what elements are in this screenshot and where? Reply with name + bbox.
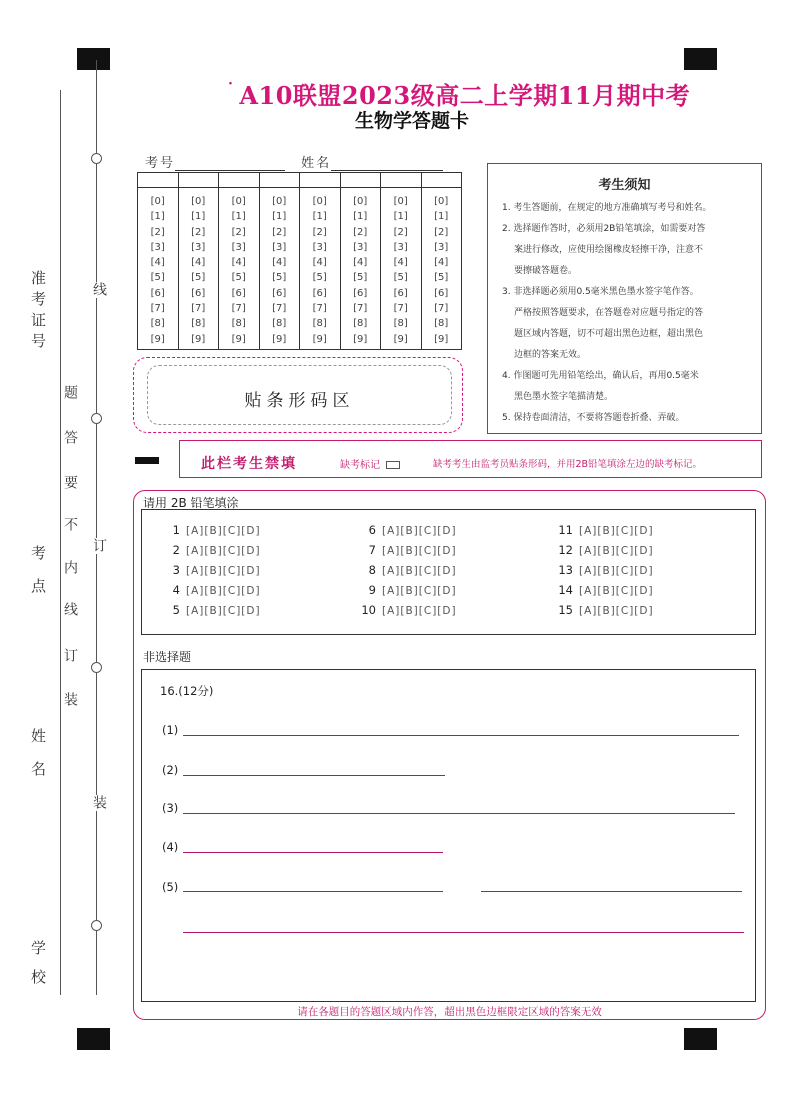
question-number: 11 <box>558 523 573 537</box>
digit-bubble[interactable]: [5] <box>191 272 206 284</box>
digit-bubble[interactable]: [1] <box>150 211 165 223</box>
choice-question <box>160 563 261 577</box>
binding-hole <box>91 920 102 931</box>
essay-part-2: (2) <box>162 763 179 777</box>
question-number: 5 <box>172 603 180 617</box>
notice-item: 要擦破答题卷。 <box>514 266 578 276</box>
field-exam-site: 考点 <box>29 545 47 611</box>
exam-number-label: 考号 <box>145 156 176 171</box>
digit-write-cell[interactable] <box>422 173 462 188</box>
warning-char: 内 <box>62 560 78 576</box>
digit-column <box>218 173 259 349</box>
digit-bubble[interactable]: [0] <box>150 196 165 207</box>
digit-bubble[interactable]: [6] <box>393 287 408 299</box>
digit-bubble[interactable]: [0] <box>353 196 368 207</box>
digit-bubble[interactable]: [2] <box>191 226 206 238</box>
binding-hole <box>91 662 102 673</box>
notice-item: 3. 非选择题必须用0.5毫米黑色墨水签字笔作答。 <box>502 287 699 297</box>
essay-question-number: 16.(12分) <box>160 684 214 698</box>
name-label: 姓名 <box>301 156 332 171</box>
digit-bubble[interactable]: [3] <box>353 241 368 253</box>
digit-bubble[interactable]: [8] <box>353 318 368 330</box>
digit-bubble[interactable]: [1] <box>191 211 206 223</box>
digit-bubble[interactable]: [4] <box>191 257 206 269</box>
digit-bubble[interactable]: [6] <box>191 287 206 299</box>
digit-bubble[interactable]: [3] <box>150 241 165 253</box>
question-number: 3 <box>172 563 180 577</box>
page-subtitle: 生物学答题卡 <box>355 110 470 132</box>
digit-bubble[interactable]: [1] <box>272 211 287 223</box>
warning-char: 线 <box>62 602 78 618</box>
essay-part-4: (4) <box>162 840 179 854</box>
digit-bubble[interactable]: [8] <box>434 318 449 330</box>
digit-bubble[interactable]: [1] <box>393 211 408 223</box>
choice-question <box>160 583 261 597</box>
digit-bubble[interactable]: [7] <box>393 303 408 315</box>
digit-write-cell[interactable] <box>138 173 178 188</box>
option-bubbles[interactable]: [A][B][C][D] <box>382 585 457 597</box>
essay-part-5: (5) <box>162 880 179 894</box>
digit-bubble[interactable]: [5] <box>393 272 408 284</box>
digit-bubble[interactable]: [6] <box>272 287 287 299</box>
answer-line[interactable] <box>183 891 443 892</box>
question-number: 7 <box>368 543 376 557</box>
digit-bubble[interactable]: [0] <box>434 196 449 207</box>
choice-question <box>356 603 457 617</box>
digit-column <box>259 173 300 349</box>
essay-section-label: 非选择题 <box>143 650 192 664</box>
notice-list <box>502 198 751 429</box>
digit-bubble[interactable]: [6] <box>312 287 327 299</box>
option-bubbles[interactable]: [A][B][C][D] <box>186 585 261 597</box>
absent-label: 缺考标记 <box>340 460 380 471</box>
digit-bubble[interactable]: [4] <box>272 257 287 269</box>
warning-char: 题 <box>62 385 78 401</box>
digit-bubble[interactable]: [7] <box>434 303 449 315</box>
exam-number-bubble-grid <box>137 172 462 350</box>
digit-bubble[interactable]: [4] <box>353 257 368 269</box>
choice-question <box>356 563 457 577</box>
digit-bubble[interactable]: [2] <box>312 226 327 238</box>
answer-line[interactable] <box>183 932 744 933</box>
digit-column <box>138 173 178 349</box>
digit-bubble[interactable]: [9] <box>393 333 408 345</box>
digit-bubble[interactable]: [2] <box>231 226 246 238</box>
digit-bubble[interactable]: [5] <box>353 272 368 284</box>
notice-item: 1. 考生答题前，在规定的地方准确填写考号和姓名。 <box>502 203 712 213</box>
choice-question <box>553 543 654 557</box>
choice-question <box>553 563 654 577</box>
registration-mark-bottom-left <box>77 1028 110 1050</box>
candidate-notice <box>487 163 762 434</box>
choice-question <box>160 543 261 557</box>
digit-write-cell[interactable] <box>179 173 219 188</box>
question-number: 12 <box>558 543 573 557</box>
digit-bubble[interactable]: [5] <box>272 272 287 284</box>
digit-bubble[interactable]: [7] <box>191 303 206 315</box>
notice-item: 黑色墨水签字笔描清楚。 <box>514 392 614 402</box>
option-bubbles[interactable]: [A][B][C][D] <box>382 545 457 557</box>
question-number: 10 <box>361 603 376 617</box>
warning-char: 装 <box>62 692 78 708</box>
registration-mark-top-left <box>77 48 110 70</box>
digit-bubble[interactable]: [8] <box>150 318 165 330</box>
option-bubbles[interactable]: [A][B][C][D] <box>579 565 654 577</box>
digit-bubble[interactable]: [4] <box>150 257 165 269</box>
question-number: 4 <box>172 583 180 597</box>
registration-mark-top-right <box>684 48 717 70</box>
binding-line <box>96 60 97 995</box>
digit-write-cell[interactable] <box>300 173 340 188</box>
question-number: 6 <box>368 523 376 537</box>
digit-column <box>178 173 219 349</box>
digit-bubble[interactable]: [1] <box>312 211 327 223</box>
digit-bubble[interactable]: [0] <box>231 196 246 207</box>
option-bubbles[interactable]: [A][B][C][D] <box>186 525 261 537</box>
digit-write-cell[interactable] <box>381 173 421 188</box>
binding-char-line: 线 <box>91 282 107 298</box>
name-field[interactable] <box>331 156 443 171</box>
digit-bubble[interactable]: [7] <box>150 303 165 315</box>
absent-mark-bar <box>135 457 159 464</box>
digit-bubble[interactable]: [6] <box>231 287 246 299</box>
digit-bubble[interactable]: [7] <box>272 303 287 315</box>
option-bubbles[interactable]: [A][B][C][D] <box>579 605 654 617</box>
option-bubbles[interactable]: [A][B][C][D] <box>579 585 654 597</box>
digit-bubble[interactable]: [8] <box>191 318 206 330</box>
page-title: · A10联盟2023级高二上学期11月期中考 <box>228 76 691 110</box>
field-name: 姓名 <box>29 728 47 794</box>
digit-bubble[interactable]: [4] <box>312 257 327 269</box>
digit-bubble[interactable]: [0] <box>393 196 408 207</box>
option-bubbles[interactable]: [A][B][C][D] <box>579 525 654 537</box>
binding-hole <box>91 153 102 164</box>
digit-bubble[interactable]: [3] <box>191 241 206 253</box>
warning-char: 订 <box>62 648 78 664</box>
digit-bubble[interactable]: [2] <box>393 226 408 238</box>
answer-line[interactable] <box>183 735 739 736</box>
field-line <box>60 90 61 995</box>
question-number: 13 <box>558 563 573 577</box>
digit-bubble[interactable]: [9] <box>272 333 287 345</box>
digit-bubble[interactable]: [5] <box>150 272 165 284</box>
digit-bubble[interactable]: [3] <box>231 241 246 253</box>
binding-hole <box>91 413 102 424</box>
forbidden-title: 此栏考生禁填 <box>201 456 297 472</box>
warning-char: 不 <box>62 517 78 533</box>
notice-item: 边框的答案无效。 <box>514 350 587 360</box>
choice-section-label: 请用 2B 铅笔填涂 <box>143 496 239 510</box>
answer-line[interactable] <box>481 891 742 892</box>
digit-bubble[interactable]: [3] <box>393 241 408 253</box>
option-bubbles[interactable]: [A][B][C][D] <box>382 605 457 617</box>
exam-number-field[interactable] <box>175 156 285 171</box>
essay-area <box>141 669 756 1002</box>
notice-item: 案进行修改，应使用绘图橡皮轻擦干净，注意不 <box>514 245 704 255</box>
question-number: 15 <box>558 603 573 617</box>
digit-bubble[interactable]: [7] <box>231 303 246 315</box>
answer-line[interactable] <box>183 775 445 776</box>
absent-mark <box>340 456 400 471</box>
digit-bubble[interactable]: [6] <box>353 287 368 299</box>
option-bubbles[interactable]: [A][B][C][D] <box>382 525 457 537</box>
digit-column <box>340 173 381 349</box>
question-number: 8 <box>368 563 376 577</box>
notice-item: 严格按照答题要求，在答题卷对应题号指定的答 <box>514 308 704 318</box>
barcode-label: 贴条形码区 <box>244 391 355 411</box>
warning-char: 要 <box>62 475 78 491</box>
digit-bubble[interactable]: [9] <box>150 333 165 345</box>
choice-question <box>356 523 457 537</box>
digit-bubble[interactable]: [2] <box>353 226 368 238</box>
choice-question <box>553 583 654 597</box>
binding-char-order: 订 <box>91 538 107 554</box>
choice-question <box>160 603 261 617</box>
notice-item: 题区域内答题，切不可超出黑色边框，超出黑色 <box>514 329 704 339</box>
digit-write-cell[interactable] <box>219 173 259 188</box>
digit-bubble[interactable]: [8] <box>272 318 287 330</box>
notice-item: 5. 保持卷面清洁，不要将答题卷折叠、弄破。 <box>502 413 685 423</box>
absent-checkbox[interactable] <box>386 461 400 469</box>
digit-write-cell[interactable] <box>260 173 300 188</box>
option-bubbles[interactable]: [A][B][C][D] <box>186 545 261 557</box>
digit-bubble[interactable]: [2] <box>434 226 449 238</box>
absent-note: 缺考考生由监考员贴条形码，并用2B铅笔填涂左边的缺考标记。 <box>433 459 703 470</box>
registration-mark-bottom-right <box>684 1028 717 1050</box>
digit-bubble[interactable]: [4] <box>231 257 246 269</box>
option-bubbles[interactable]: [A][B][C][D] <box>382 565 457 577</box>
digit-bubble[interactable]: [7] <box>353 303 368 315</box>
digit-bubble[interactable]: [5] <box>231 272 246 284</box>
notice-item: 4. 作图题可先用铅笔绘出，确认后，再用0.5毫米 <box>502 371 699 381</box>
field-exam-number: 准考证号 <box>29 270 47 354</box>
digit-bubble[interactable]: [3] <box>312 241 327 253</box>
digit-bubble[interactable]: [8] <box>231 318 246 330</box>
option-bubbles[interactable]: [A][B][C][D] <box>579 545 654 557</box>
digit-write-cell[interactable] <box>341 173 381 188</box>
digit-bubble[interactable]: [0] <box>272 196 287 207</box>
digit-bubble[interactable]: [8] <box>312 318 327 330</box>
digit-bubble[interactable]: [9] <box>353 333 368 345</box>
option-bubbles[interactable]: [A][B][C][D] <box>186 605 261 617</box>
answer-line[interactable] <box>183 813 735 814</box>
choice-question <box>553 523 654 537</box>
digit-bubble[interactable]: [5] <box>434 272 449 284</box>
digit-bubble[interactable]: [4] <box>393 257 408 269</box>
digit-column <box>421 173 462 349</box>
choice-question <box>553 603 654 617</box>
exam-fields-row <box>145 152 443 171</box>
digit-bubble[interactable]: [1] <box>434 211 449 223</box>
digit-column <box>380 173 421 349</box>
digit-bubble[interactable]: [9] <box>434 333 449 345</box>
digit-column <box>299 173 340 349</box>
digit-bubble[interactable]: [2] <box>150 226 165 238</box>
digit-bubble[interactable]: [1] <box>353 211 368 223</box>
digit-bubble[interactable]: [2] <box>272 226 287 238</box>
digit-bubble[interactable]: [5] <box>312 272 327 284</box>
field-school: 学校 <box>29 940 47 998</box>
digit-bubble[interactable]: [6] <box>150 287 165 299</box>
digit-bubble[interactable]: [0] <box>191 196 206 207</box>
essay-part-3: (3) <box>162 801 179 815</box>
question-number: 14 <box>558 583 573 597</box>
digit-bubble[interactable]: [0] <box>312 196 327 207</box>
choice-question <box>356 583 457 597</box>
digit-bubble[interactable]: [7] <box>312 303 327 315</box>
choice-question <box>356 543 457 557</box>
warning-char: 答 <box>62 430 78 446</box>
digit-bubble[interactable]: [1] <box>231 211 246 223</box>
option-bubbles[interactable]: [A][B][C][D] <box>186 565 261 577</box>
digit-bubble[interactable]: [9] <box>191 333 206 345</box>
answer-line[interactable] <box>183 852 443 853</box>
digit-bubble[interactable]: [9] <box>231 333 246 345</box>
binding-char-bind: 装 <box>91 795 107 811</box>
digit-bubble[interactable]: [8] <box>393 318 408 330</box>
notice-item: 2. 选择题作答时，必须用2B铅笔填涂，如需要对答 <box>502 224 706 234</box>
notice-title: 考生须知 <box>598 178 651 193</box>
digit-bubble[interactable]: [6] <box>434 287 449 299</box>
question-number: 2 <box>172 543 180 557</box>
digit-bubble[interactable]: [3] <box>434 241 449 253</box>
question-number: 9 <box>368 583 376 597</box>
choice-question <box>160 523 261 537</box>
digit-bubble[interactable]: [4] <box>434 257 449 269</box>
digit-bubble[interactable]: [3] <box>272 241 287 253</box>
digit-bubble[interactable]: [9] <box>312 333 327 345</box>
question-number: 1 <box>172 523 180 537</box>
essay-part-1: (1) <box>162 723 179 737</box>
footer-note: 请在各题目的答题区域内作答，超出黑色边框限定区域的答案无效 <box>297 1006 602 1018</box>
